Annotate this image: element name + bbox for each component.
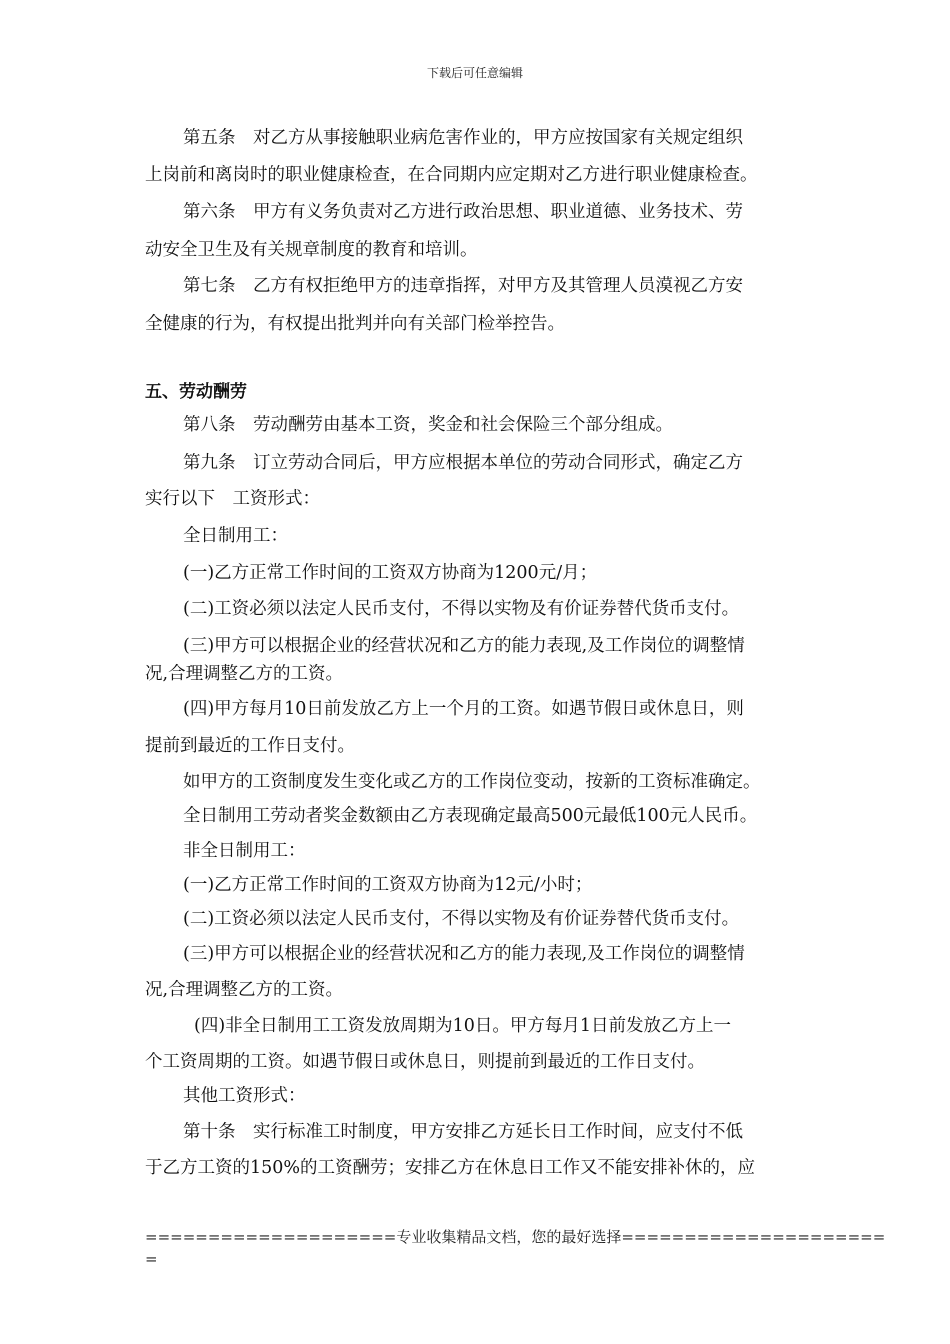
- footer-line: =: [145, 1250, 158, 1268]
- footer-line: ====================专业收集精品文档，您的最好选择=====================: [145, 1228, 886, 1246]
- text-line: (一)乙方正常工作时间的工资双方协商为1200元/月；: [183, 563, 598, 583]
- text-line: (三)甲方可以根据企业的经营状况和乙方的能力表现,及工作岗位的调整情: [183, 944, 745, 964]
- text-line: (二)工资必须以法定人民币支付，不得以实物及有价证券替代货币支付。: [183, 599, 740, 619]
- text-line: (四)甲方每月10日前发放乙方上一个月的工资。如遇节假日或休息日，则: [183, 699, 744, 719]
- text-line: 上岗前和离岗时的职业健康检查，在合同期内应定期对乙方进行职业健康检查。: [145, 165, 758, 185]
- text-line: 第九条 订立劳动合同后，甲方应根据本单位的劳动合同形式，确定乙方: [183, 453, 743, 473]
- text-line: 第八条 劳动酬劳由基本工资，奖金和社会保险三个部分组成。: [183, 415, 673, 435]
- text-line: 非全日制用工：: [183, 841, 306, 861]
- text-line: 全日制用工：: [183, 526, 288, 546]
- text-line: 全日制用工劳动者奖金数额由乙方表现确定最高500元最低100元人民币。: [183, 806, 758, 826]
- text-line: 第六条 甲方有义务负责对乙方进行政治思想、职业道德、业务技术、劳: [183, 202, 743, 222]
- text-line: 如甲方的工资制度发生变化或乙方的工作岗位变动，按新的工资标准确定。: [183, 772, 761, 792]
- text-line: 于乙方工资的150%的工资酬劳；安排乙方在休息日工作又不能安排补休的，应: [145, 1158, 756, 1178]
- text-line: (四)非全日制用工工资发放周期为10日。甲方每月1日前发放乙方上一: [194, 1016, 732, 1036]
- text-line: 提前到最近的工作日支付。: [145, 736, 355, 756]
- text-line: 其他工资形式：: [183, 1086, 306, 1106]
- text-line: 况,合理调整乙方的工资。: [145, 664, 344, 684]
- text-line: 况,合理调整乙方的工资。: [145, 980, 344, 1000]
- text-line: 实行以下 工资形式：: [145, 489, 320, 509]
- text-line: (三)甲方可以根据企业的经营状况和乙方的能力表现,及工作岗位的调整情: [183, 636, 745, 656]
- text-line: (一)乙方正常工作时间的工资双方协商为12元/小时；: [183, 875, 593, 895]
- page-header: 下载后可任意编辑: [426, 66, 523, 80]
- text-line: 第十条 实行标准工时制度，甲方安排乙方延长日工作时间，应支付不低: [183, 1122, 743, 1142]
- text-line: 个工资周期的工资。如遇节假日或休息日，则提前到最近的工作日支付。: [145, 1052, 705, 1072]
- text-line: (二)工资必须以法定人民币支付，不得以实物及有价证券替代货币支付。: [183, 909, 740, 929]
- section-heading: 五、劳动酬劳: [145, 382, 247, 402]
- page-footer: [145, 1226, 885, 1270]
- text-line: 第五条 对乙方从事接触职业病危害作业的，甲方应按国家有关规定组织: [183, 128, 743, 148]
- text-line: 动安全卫生及有关规章制度的教育和培训。: [145, 240, 478, 260]
- text-line: 全健康的行为，有权提出批判并向有关部门检举控告。: [145, 314, 565, 334]
- text-line: 第七条 乙方有权拒绝甲方的违章指挥，对甲方及其管理人员漠视乙方安: [183, 276, 743, 296]
